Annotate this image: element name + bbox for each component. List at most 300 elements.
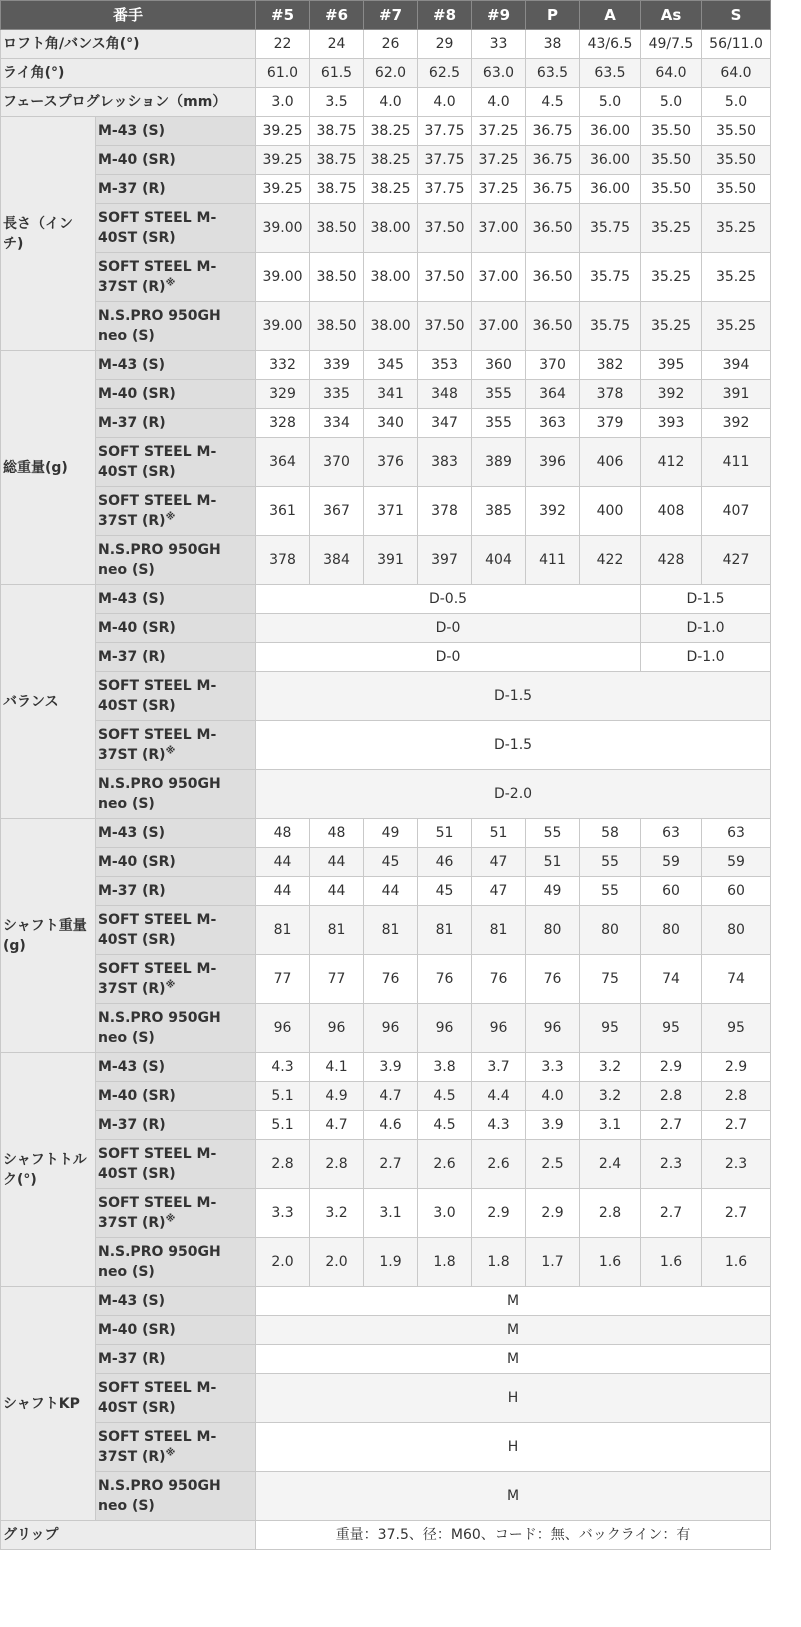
shaft-name <box>96 721 256 770</box>
total-weight-row <box>1 536 771 585</box>
value-cell: 3.9 <box>526 1111 580 1140</box>
shaft-name-text: M-40 (SR) <box>98 386 176 402</box>
length-row <box>1 146 771 175</box>
shaft-name-text: SOFT STEEL M-40ST (SR) <box>98 678 217 714</box>
value-cell: 1.8 <box>418 1238 472 1287</box>
value-cell: 76 <box>472 955 526 1004</box>
value-cell: 382 <box>580 351 641 380</box>
shaft-torque-row <box>1 1238 771 1287</box>
value-cell: 35.50 <box>641 117 702 146</box>
balance-row <box>1 721 771 770</box>
value-cell: 2.0 <box>310 1238 364 1287</box>
balance-row <box>1 672 771 721</box>
value-cell: 341 <box>364 380 418 409</box>
value-cell: 2.6 <box>472 1140 526 1189</box>
row-label: グリップ <box>1 1521 256 1550</box>
value-cell: 60 <box>641 877 702 906</box>
value-cell: 3.2 <box>310 1189 364 1238</box>
value-cell: 5.0 <box>702 88 771 117</box>
value-cell: 56/11.0 <box>702 30 771 59</box>
value-cell: 51 <box>472 819 526 848</box>
value-cell: 35.25 <box>641 253 702 302</box>
value-cell: 383 <box>418 438 472 487</box>
value-cell: 24 <box>310 30 364 59</box>
loft-row <box>1 30 771 59</box>
value-cell: 389 <box>472 438 526 487</box>
value-cell: 63 <box>641 819 702 848</box>
value-cell: 77 <box>256 955 310 1004</box>
value-cell: 2.4 <box>580 1140 641 1189</box>
value-cell: 371 <box>364 487 418 536</box>
value-cell: 348 <box>418 380 472 409</box>
value-cell: 36.00 <box>580 146 641 175</box>
shaft-name <box>96 770 256 819</box>
value-cell: 4.6 <box>364 1111 418 1140</box>
value-cell: 2.6 <box>418 1140 472 1189</box>
shaft-name <box>96 1189 256 1238</box>
value-cell: 3.3 <box>526 1053 580 1082</box>
value-cell: 5.0 <box>641 88 702 117</box>
value-cell: 38.25 <box>364 175 418 204</box>
value-cell: 38.50 <box>310 302 364 351</box>
shaft-name-text: N.S.PRO 950GH neo (S) <box>98 776 221 812</box>
value-cell: 48 <box>310 819 364 848</box>
shaft-name-text: SOFT STEEL M-37ST (R) <box>98 259 217 295</box>
value-cell: 2.7 <box>702 1111 771 1140</box>
value-cell: 37.75 <box>418 175 472 204</box>
shaft-name-text: M-37 (R) <box>98 649 166 665</box>
value-cell: 355 <box>472 409 526 438</box>
value-cell: 81 <box>364 906 418 955</box>
value-cell: 重量：37.5、径：M60、コード：無、バックライン：有 <box>256 1521 771 1550</box>
value-cell: 46 <box>418 848 472 877</box>
value-cell: 37.50 <box>418 204 472 253</box>
value-cell: 47 <box>472 848 526 877</box>
shaft-name-text: SOFT STEEL M-40ST (SR) <box>98 210 217 246</box>
value-cell: 404 <box>472 536 526 585</box>
shaft-name <box>96 1082 256 1111</box>
value-cell: D-0 <box>256 614 641 643</box>
group-label: 長さ（インチ) <box>1 117 96 351</box>
value-cell: 4.0 <box>364 88 418 117</box>
value-cell: 39.25 <box>256 146 310 175</box>
value-cell: 39.00 <box>256 204 310 253</box>
value-cell: 44 <box>310 877 364 906</box>
value-cell: 400 <box>580 487 641 536</box>
shaft-name-text: M-40 (SR) <box>98 1088 176 1104</box>
value-cell: 74 <box>641 955 702 1004</box>
value-cell: 411 <box>702 438 771 487</box>
value-cell: 96 <box>256 1004 310 1053</box>
group-label: シャフトトルク(°) <box>1 1053 96 1287</box>
value-cell: 2.3 <box>702 1140 771 1189</box>
value-cell: 35.50 <box>641 146 702 175</box>
value-cell: 2.8 <box>641 1082 702 1111</box>
value-cell: 360 <box>472 351 526 380</box>
shaft-weight-row <box>1 906 771 955</box>
value-cell: 1.8 <box>472 1238 526 1287</box>
value-cell: 1.6 <box>641 1238 702 1287</box>
value-cell: 393 <box>641 409 702 438</box>
value-cell: 5.1 <box>256 1082 310 1111</box>
col-header: As <box>641 1 702 30</box>
length-row <box>1 253 771 302</box>
value-cell: 96 <box>526 1004 580 1053</box>
value-cell: 364 <box>526 380 580 409</box>
value-cell: 361 <box>256 487 310 536</box>
value-cell: 36.00 <box>580 175 641 204</box>
row-label: フェースプログレッション（mm） <box>1 88 256 117</box>
value-cell: 392 <box>641 380 702 409</box>
value-cell: 36.75 <box>526 117 580 146</box>
value-cell: D-1.5 <box>256 721 771 770</box>
col-header: #8 <box>418 1 472 30</box>
value-cell: 3.9 <box>364 1053 418 1082</box>
col-header: P <box>526 1 580 30</box>
value-cell: 1.6 <box>580 1238 641 1287</box>
shaft-name-text: N.S.PRO 950GH neo (S) <box>98 308 221 344</box>
shaft-name <box>96 906 256 955</box>
shaft-kp-row <box>1 1423 771 1472</box>
value-cell: 55 <box>580 877 641 906</box>
value-cell: 60 <box>702 877 771 906</box>
shaft-name-text: SOFT STEEL M-37ST (R) <box>98 1429 217 1465</box>
value-cell: 81 <box>256 906 310 955</box>
grip-row <box>1 1521 771 1550</box>
value-cell: 51 <box>526 848 580 877</box>
value-cell: 37.50 <box>418 253 472 302</box>
note-mark: ※ <box>165 1447 176 1459</box>
shaft-kp-row <box>1 1287 771 1316</box>
value-cell: 76 <box>526 955 580 1004</box>
value-cell: 38.50 <box>310 253 364 302</box>
value-cell: 1.9 <box>364 1238 418 1287</box>
value-cell: 3.5 <box>310 88 364 117</box>
value-cell: 4.5 <box>418 1082 472 1111</box>
value-cell: 4.0 <box>472 88 526 117</box>
value-cell: 37.25 <box>472 175 526 204</box>
note-mark: ※ <box>165 979 176 991</box>
shaft-name <box>96 1053 256 1082</box>
value-cell: 35.50 <box>702 117 771 146</box>
value-cell: 44 <box>256 848 310 877</box>
value-cell: 406 <box>580 438 641 487</box>
note-mark: ※ <box>165 277 176 289</box>
value-cell: 4.0 <box>526 1082 580 1111</box>
shaft-name <box>96 1423 256 1472</box>
length-row <box>1 175 771 204</box>
value-cell: 37.25 <box>472 117 526 146</box>
value-cell: 81 <box>472 906 526 955</box>
shaft-name <box>96 204 256 253</box>
shaft-torque-row <box>1 1140 771 1189</box>
shaft-name-text: M-40 (SR) <box>98 620 176 636</box>
value-cell: D-1.5 <box>641 585 771 614</box>
value-cell: D-0.5 <box>256 585 641 614</box>
value-cell: 335 <box>310 380 364 409</box>
value-cell: 2.9 <box>526 1189 580 1238</box>
spec-body <box>1 30 771 1550</box>
value-cell: 394 <box>702 351 771 380</box>
value-cell: 378 <box>418 487 472 536</box>
value-cell: 76 <box>364 955 418 1004</box>
value-cell: 80 <box>702 906 771 955</box>
shaft-name-text: N.S.PRO 950GH neo (S) <box>98 1244 221 1280</box>
value-cell: 329 <box>256 380 310 409</box>
shaft-weight-row <box>1 819 771 848</box>
value-cell: 96 <box>364 1004 418 1053</box>
value-cell: D-1.0 <box>641 614 771 643</box>
shaft-name-text: M-37 (R) <box>98 883 166 899</box>
value-cell: 47 <box>472 877 526 906</box>
shaft-name <box>96 146 256 175</box>
value-cell: 35.25 <box>641 204 702 253</box>
value-cell: 38.25 <box>364 117 418 146</box>
value-cell: 397 <box>418 536 472 585</box>
value-cell: 4.3 <box>256 1053 310 1082</box>
col-header: #9 <box>472 1 526 30</box>
value-cell: 3.1 <box>364 1189 418 1238</box>
value-cell: 38.75 <box>310 146 364 175</box>
value-cell: 38.75 <box>310 175 364 204</box>
value-cell: 379 <box>580 409 641 438</box>
value-cell: 49 <box>526 877 580 906</box>
value-cell: 95 <box>641 1004 702 1053</box>
shaft-name <box>96 955 256 1004</box>
shaft-torque-row <box>1 1053 771 1082</box>
shaft-torque-row <box>1 1189 771 1238</box>
value-cell: 2.3 <box>641 1140 702 1189</box>
value-cell: 2.8 <box>256 1140 310 1189</box>
value-cell: 2.9 <box>472 1189 526 1238</box>
value-cell: 44 <box>256 877 310 906</box>
value-cell: 38.00 <box>364 204 418 253</box>
value-cell: 64.0 <box>641 59 702 88</box>
value-cell: 44 <box>364 877 418 906</box>
shaft-name <box>96 672 256 721</box>
value-cell: 39.25 <box>256 117 310 146</box>
shaft-name-text: SOFT STEEL M-40ST (SR) <box>98 444 217 480</box>
value-cell: D-1.0 <box>641 643 771 672</box>
shaft-name <box>96 877 256 906</box>
shaft-name <box>96 302 256 351</box>
shaft-name-text: SOFT STEEL M-37ST (R) <box>98 961 217 997</box>
value-cell: 2.7 <box>702 1189 771 1238</box>
shaft-name <box>96 585 256 614</box>
shaft-name <box>96 117 256 146</box>
col-header: A <box>580 1 641 30</box>
shaft-name-text: M-40 (SR) <box>98 152 176 168</box>
shaft-name <box>96 487 256 536</box>
shaft-name-text: M-40 (SR) <box>98 1322 176 1338</box>
value-cell: 3.3 <box>256 1189 310 1238</box>
value-cell: 38.50 <box>310 204 364 253</box>
value-cell: 38.00 <box>364 302 418 351</box>
shaft-name-text: SOFT STEEL M-37ST (R) <box>98 1195 217 1231</box>
value-cell: 35.50 <box>702 175 771 204</box>
value-cell: 96 <box>418 1004 472 1053</box>
value-cell: 35.75 <box>580 302 641 351</box>
value-cell: 64.0 <box>702 59 771 88</box>
value-cell: 1.6 <box>702 1238 771 1287</box>
shaft-name <box>96 1472 256 1521</box>
shaft-name-text: SOFT STEEL M-40ST (SR) <box>98 912 217 948</box>
shaft-name-text: M-37 (R) <box>98 1351 166 1367</box>
value-cell: 51 <box>418 819 472 848</box>
value-cell: 3.1 <box>580 1111 641 1140</box>
value-cell: 2.9 <box>641 1053 702 1082</box>
value-cell: 96 <box>310 1004 364 1053</box>
value-cell: 367 <box>310 487 364 536</box>
shaft-name-text: M-43 (S) <box>98 123 165 139</box>
value-cell: 58 <box>580 819 641 848</box>
value-cell: 407 <box>702 487 771 536</box>
col-header: #5 <box>256 1 310 30</box>
value-cell: 49 <box>364 819 418 848</box>
value-cell: 332 <box>256 351 310 380</box>
shaft-weight-row <box>1 848 771 877</box>
balance-row <box>1 770 771 819</box>
value-cell: 4.7 <box>364 1082 418 1111</box>
value-cell: 4.5 <box>526 88 580 117</box>
shaft-name-text: M-37 (R) <box>98 415 166 431</box>
shaft-name <box>96 643 256 672</box>
value-cell: 36.50 <box>526 204 580 253</box>
value-cell: 61.5 <box>310 59 364 88</box>
value-cell: 81 <box>418 906 472 955</box>
value-cell: 95 <box>702 1004 771 1053</box>
value-cell: 422 <box>580 536 641 585</box>
value-cell: 2.7 <box>641 1111 702 1140</box>
value-cell: M <box>256 1345 771 1374</box>
value-cell: 37.25 <box>472 146 526 175</box>
value-cell: 75 <box>580 955 641 1004</box>
value-cell: 353 <box>418 351 472 380</box>
shaft-name <box>96 253 256 302</box>
value-cell: 2.8 <box>310 1140 364 1189</box>
shaft-name-text: N.S.PRO 950GH neo (S) <box>98 1478 221 1514</box>
face-progression-row <box>1 88 771 117</box>
value-cell: D-2.0 <box>256 770 771 819</box>
value-cell: 55 <box>526 819 580 848</box>
value-cell: D-0 <box>256 643 641 672</box>
value-cell: 3.0 <box>418 1189 472 1238</box>
shaft-kp-row <box>1 1374 771 1423</box>
value-cell: 36.50 <box>526 302 580 351</box>
value-cell: 4.7 <box>310 1111 364 1140</box>
value-cell: 5.0 <box>580 88 641 117</box>
shaft-name-text: N.S.PRO 950GH neo (S) <box>98 542 221 578</box>
length-row <box>1 302 771 351</box>
value-cell: 427 <box>702 536 771 585</box>
value-cell: 392 <box>526 487 580 536</box>
shaft-name <box>96 175 256 204</box>
value-cell: 411 <box>526 536 580 585</box>
shaft-name <box>96 1238 256 1287</box>
shaft-kp-row <box>1 1472 771 1521</box>
length-row <box>1 204 771 253</box>
shaft-name <box>96 1111 256 1140</box>
value-cell: 385 <box>472 487 526 536</box>
value-cell: 29 <box>418 30 472 59</box>
shaft-name-text: SOFT STEEL M-40ST (SR) <box>98 1146 217 1182</box>
shaft-name-text: M-43 (S) <box>98 1293 165 1309</box>
shaft-name-text: M-43 (S) <box>98 357 165 373</box>
value-cell: 96 <box>472 1004 526 1053</box>
value-cell: 384 <box>310 536 364 585</box>
value-cell: M <box>256 1287 771 1316</box>
value-cell: 49/7.5 <box>641 30 702 59</box>
shaft-name-text: SOFT STEEL M-37ST (R) <box>98 727 217 763</box>
value-cell: 376 <box>364 438 418 487</box>
total-weight-row <box>1 409 771 438</box>
value-cell: 4.5 <box>418 1111 472 1140</box>
value-cell: 5.1 <box>256 1111 310 1140</box>
value-cell: 36.00 <box>580 117 641 146</box>
value-cell: M <box>256 1472 771 1521</box>
value-cell: 59 <box>702 848 771 877</box>
value-cell: 36.75 <box>526 146 580 175</box>
row-label: ライ角(°) <box>1 59 256 88</box>
value-cell: 95 <box>580 1004 641 1053</box>
shaft-weight-row <box>1 877 771 906</box>
value-cell: 35.50 <box>641 175 702 204</box>
value-cell: 408 <box>641 487 702 536</box>
value-cell: 3.8 <box>418 1053 472 1082</box>
value-cell: 36.50 <box>526 253 580 302</box>
shaft-torque-row <box>1 1082 771 1111</box>
shaft-name <box>96 1140 256 1189</box>
value-cell: 395 <box>641 351 702 380</box>
value-cell: 4.9 <box>310 1082 364 1111</box>
value-cell: 396 <box>526 438 580 487</box>
shaft-name-text: M-40 (SR) <box>98 854 176 870</box>
total-weight-row <box>1 487 771 536</box>
value-cell: 35.75 <box>580 253 641 302</box>
shaft-name-text: M-43 (S) <box>98 825 165 841</box>
shaft-name <box>96 848 256 877</box>
value-cell: 38 <box>526 30 580 59</box>
group-label: シャフト重量(g) <box>1 819 96 1053</box>
value-cell: 412 <box>641 438 702 487</box>
value-cell: D-1.5 <box>256 672 771 721</box>
group-label: 総重量(g) <box>1 351 96 585</box>
value-cell: 378 <box>256 536 310 585</box>
value-cell: 55 <box>580 848 641 877</box>
value-cell: 35.25 <box>702 302 771 351</box>
value-cell: 35.25 <box>641 302 702 351</box>
value-cell: 37.00 <box>472 204 526 253</box>
value-cell: 2.7 <box>364 1140 418 1189</box>
value-cell: 44 <box>310 848 364 877</box>
value-cell: 37.75 <box>418 117 472 146</box>
value-cell: 81 <box>310 906 364 955</box>
value-cell: 3.7 <box>472 1053 526 1082</box>
value-cell: 391 <box>702 380 771 409</box>
value-cell: 61.0 <box>256 59 310 88</box>
col-header: S <box>702 1 771 30</box>
value-cell: 37.75 <box>418 146 472 175</box>
value-cell: 48 <box>256 819 310 848</box>
shaft-name <box>96 1374 256 1423</box>
value-cell: 328 <box>256 409 310 438</box>
value-cell: 1.7 <box>526 1238 580 1287</box>
shaft-name <box>96 1004 256 1053</box>
value-cell: 3.0 <box>256 88 310 117</box>
value-cell: 36.75 <box>526 175 580 204</box>
value-cell: 38.25 <box>364 146 418 175</box>
value-cell: 392 <box>702 409 771 438</box>
